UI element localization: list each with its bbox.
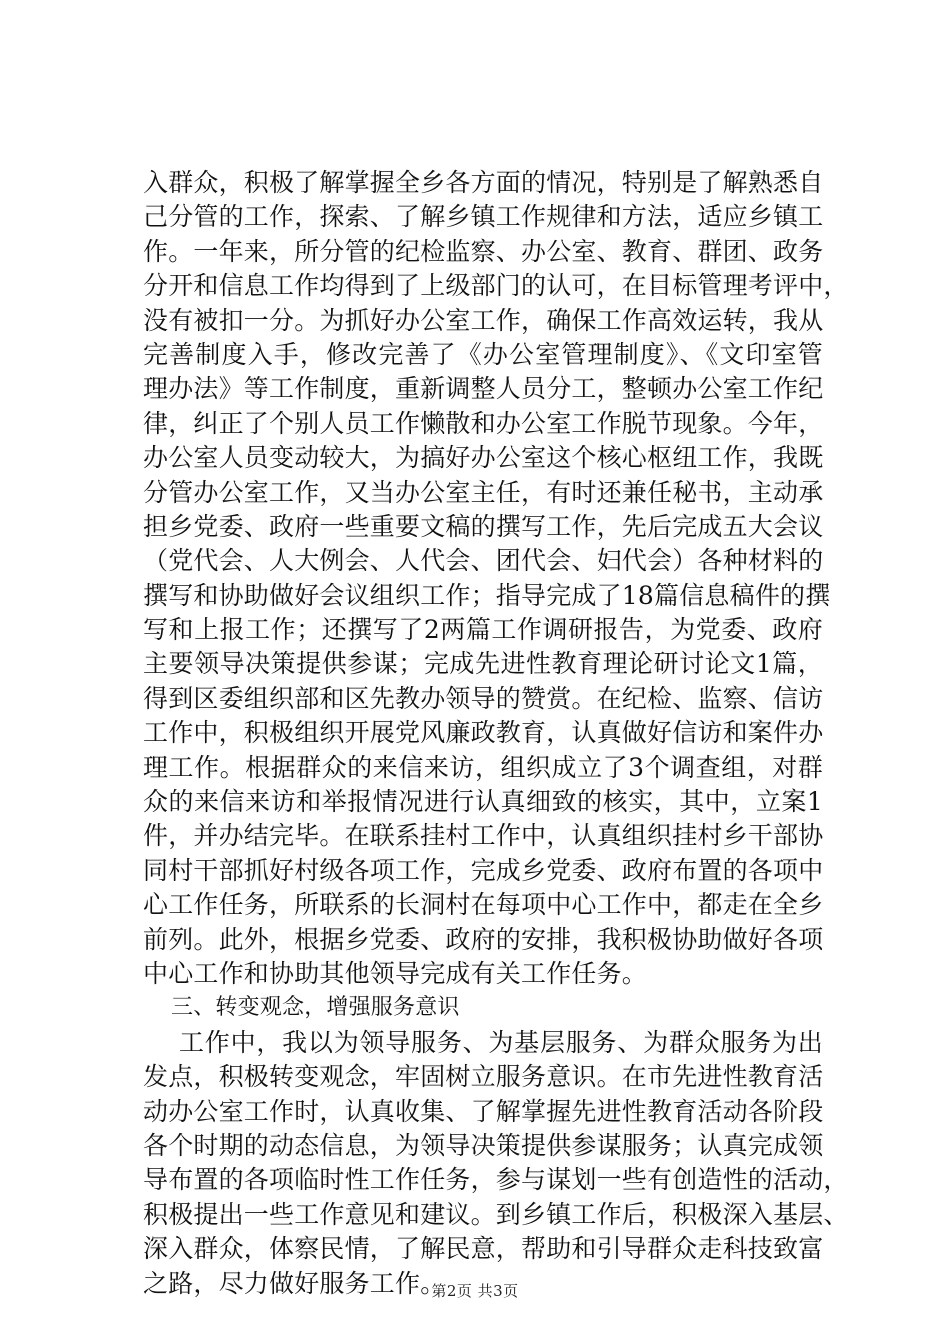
text-line: 动办公室工作时，认真收集、了解掌握先进性教育活动各阶段 xyxy=(143,1096,824,1126)
text-line: 发点，积极转变观念，牢固树立服务意识。在市先进性教育活 xyxy=(143,1062,824,1092)
text-line: 中心工作和协助其他领导完成有关工作任务。 xyxy=(143,958,648,988)
text-line: 导布置的各项临时性工作任务，参与谋划一些有创造性的活动， xyxy=(143,1165,849,1195)
text-line: 理办法》等工作制度，重新调整人员分工，整顿办公室工作纪 xyxy=(143,374,824,404)
document-body xyxy=(143,166,849,1301)
text-line: 深入群众，体察民情，了解民意，帮助和引导群众走科技致富 xyxy=(143,1234,824,1264)
text-line: 写和上报工作；还撰写了2两篇工作调研报告，为党委、政府 xyxy=(143,615,823,645)
text-line: 己分管的工作，探索、了解乡镇工作规律和方法，适应乡镇工 xyxy=(143,202,824,232)
text-line: 律，纠正了个别人员工作懒散和办公室工作脱节现象。今年， xyxy=(143,408,824,438)
text-line: 前列。此外，根据乡党委、政府的安排，我积极协助做好各项 xyxy=(143,924,824,954)
text-line: 办公室人员变动较大，为搞好办公室这个核心枢纽工作，我既 xyxy=(143,443,824,473)
text-line: 众的来信来访和举报情况进行认真细致的核实，其中，立案1 xyxy=(143,787,823,817)
text-line: 同村干部抓好村级各项工作，完成乡党委、政府布置的各项中 xyxy=(143,855,824,885)
text-line: 心工作任务，所联系的长洞村在每项中心工作中，都走在全乡 xyxy=(143,890,824,920)
text-line: 件，并办结完毕。在联系挂村工作中，认真组织挂村乡干部协 xyxy=(143,821,824,851)
text-line: 工作中，我以为领导服务、为基层服务、为群众服务为出 xyxy=(179,1027,823,1057)
page-footer: 第2页 共3页 xyxy=(431,1282,519,1300)
text-line: 之路，尽力做好服务工作。 xyxy=(143,1268,446,1298)
text-line: 完善制度入手，修改完善了《办公室管理制度》、《文印室管 xyxy=(143,339,823,369)
text-line: 分管办公室工作，又当办公室主任，有时还兼任秘书，主动承 xyxy=(143,477,824,507)
text-line: 撰写和协助做好会议组织工作；指导完成了18篇信息稿件的撰 xyxy=(143,580,831,610)
section-heading: 三、转变观念，增强服务意识 xyxy=(171,995,460,1021)
text-line: 得到区委组织部和区先教办领导的赞赏。在纪检、监察、信访 xyxy=(143,683,824,713)
text-line: 积极提出一些工作意见和建议。到乡镇工作后，积极深入基层、 xyxy=(143,1199,849,1229)
text-line: （党代会、人大例会、人代会、团代会、妇代会）各种材料的 xyxy=(143,546,824,576)
text-line: 入群众，积极了解掌握全乡各方面的情况，特别是了解熟悉自 xyxy=(143,168,824,197)
text-line: 各个时期的动态信息，为领导决策提供参谋服务；认真完成领 xyxy=(143,1130,824,1160)
text-line: 工作中，积极组织开展党风廉政教育，认真做好信访和案件办 xyxy=(143,718,824,748)
text-line: 没有被扣一分。为抓好办公室工作，确保工作高效运转，我从 xyxy=(143,305,824,335)
text-line: 理工作。根据群众的来信来访，组织成立了3个调查组，对群 xyxy=(143,752,823,782)
text-line: 担乡党委、政府一些重要文稿的撰写工作，先后完成五大会议 xyxy=(143,511,824,541)
text-line: 主要领导决策提供参谋；完成先进性教育理论研讨论文1篇， xyxy=(143,649,823,679)
text-line: 分开和信息工作均得到了上级部门的认可，在目标管理考评中， xyxy=(143,271,849,301)
text-line: 作。一年来，所分管的纪检监察、办公室、教育、群团、政务 xyxy=(143,236,824,266)
